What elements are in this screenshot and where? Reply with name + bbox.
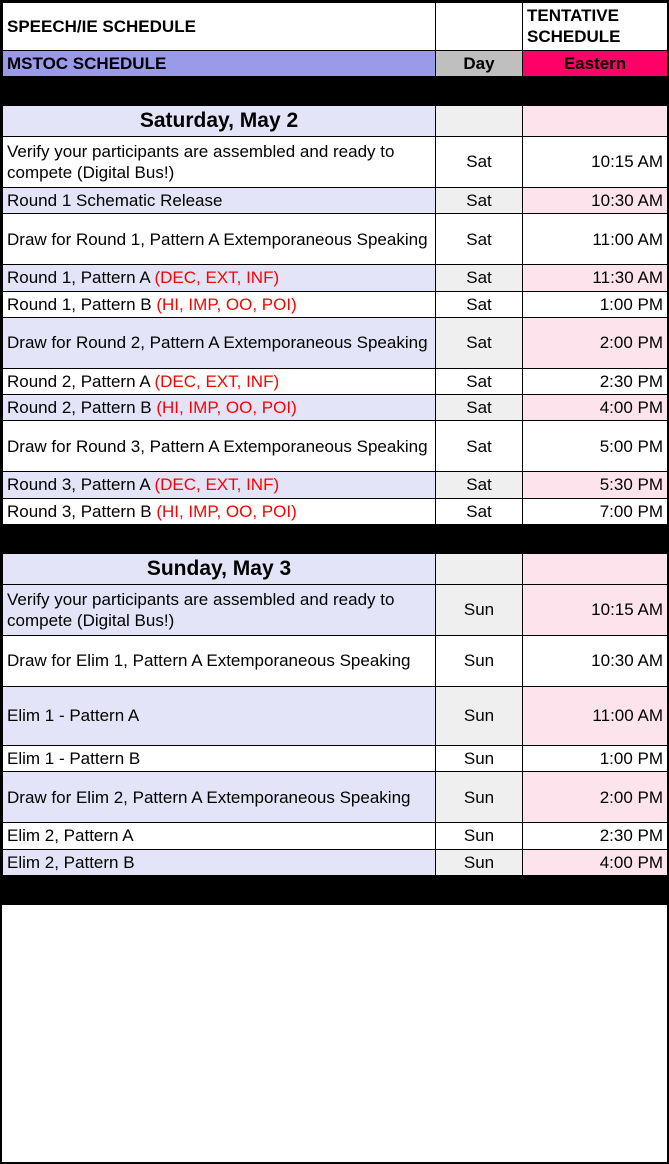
event-description-cell	[3, 368, 436, 394]
event-description-cell	[3, 823, 436, 849]
event-day-cell: Sat	[436, 317, 523, 368]
table-row	[3, 498, 668, 524]
event-time-cell: 11:00 AM	[523, 214, 668, 265]
table-row	[3, 317, 668, 368]
event-time-cell: 10:30 AM	[523, 636, 668, 687]
event-description-text: Round 3, Pattern B	[7, 501, 157, 521]
separator-cell	[436, 76, 523, 105]
event-description-text: Elim 2, Pattern A	[7, 826, 134, 846]
event-time-cell: 5:00 PM	[523, 421, 668, 472]
title-row	[3, 3, 668, 51]
event-description-cell	[3, 421, 436, 472]
column-header-schedule: MSTOC SCHEDULE	[3, 50, 436, 76]
separator-row	[3, 875, 668, 904]
day-banner-row	[3, 105, 668, 136]
event-time-cell: 5:30 PM	[523, 472, 668, 498]
event-description-text: Round 1, Pattern B	[7, 294, 157, 314]
event-time-cell: 2:30 PM	[523, 368, 668, 394]
tentative-line-2: SCHEDULE	[527, 27, 621, 47]
day-banner-label: Sunday, May 3	[3, 553, 436, 584]
event-description-cell	[3, 265, 436, 291]
event-day-cell: Sat	[436, 214, 523, 265]
event-time-cell: 10:15 AM	[523, 137, 668, 188]
event-day-cell: Sun	[436, 636, 523, 687]
table-row	[3, 772, 668, 823]
day-banner-time-blank	[523, 105, 668, 136]
event-description-cell	[3, 585, 436, 636]
event-description-text: Elim 1 - Pattern A	[7, 706, 140, 726]
separator-cell	[3, 76, 436, 105]
separator-cell	[436, 524, 523, 553]
event-time-cell: 11:30 AM	[523, 265, 668, 291]
separator-row	[3, 524, 668, 553]
event-description-cell	[3, 772, 436, 823]
event-description-cell	[3, 137, 436, 188]
separator-cell	[523, 76, 668, 105]
event-time-cell: 7:00 PM	[523, 498, 668, 524]
event-description-cell	[3, 317, 436, 368]
table-row	[3, 265, 668, 291]
event-day-cell: Sat	[436, 395, 523, 421]
event-description-text: Verify your participants are assembled and ready to compete (Digital Bus!)	[7, 141, 395, 182]
separator-row	[3, 76, 668, 105]
event-time-cell: 2:30 PM	[523, 823, 668, 849]
event-description-text: Round 1, Pattern A	[7, 268, 155, 288]
table-row	[3, 395, 668, 421]
separator-cell	[3, 524, 436, 553]
day-banner-row	[3, 553, 668, 584]
event-description-cell	[3, 188, 436, 214]
event-day-cell: Sat	[436, 265, 523, 291]
tentative-line-1: TENTATIVE	[527, 6, 619, 25]
table-row	[3, 137, 668, 188]
event-pattern-tag: (HI, IMP, OO, POI)	[156, 398, 297, 417]
event-time-cell: 2:00 PM	[523, 772, 668, 823]
event-day-cell: Sun	[436, 849, 523, 875]
event-description-text: Draw for Elim 1, Pattern A Extemporaneous Speaking	[7, 651, 411, 671]
day-banner-label: Saturday, May 2	[3, 105, 436, 136]
event-pattern-tag: (HI, IMP, OO, POI)	[156, 294, 297, 314]
day-banner-day-blank	[436, 105, 523, 136]
event-description-text: Round 3, Pattern A	[7, 475, 155, 495]
separator-cell	[3, 875, 436, 904]
event-description-cell	[3, 687, 436, 746]
day-banner-day-blank	[436, 553, 523, 584]
tentative-schedule-label	[523, 3, 668, 51]
event-day-cell: Sun	[436, 772, 523, 823]
schedule-body	[3, 3, 668, 905]
event-time-cell: 2:00 PM	[523, 317, 668, 368]
event-description-cell	[3, 472, 436, 498]
separator-cell	[523, 524, 668, 553]
event-description-text: Elim 1 - Pattern B	[7, 749, 141, 768]
table-row	[3, 585, 668, 636]
event-time-cell: 11:00 AM	[523, 687, 668, 746]
event-description-text: Round 2, Pattern B	[7, 398, 157, 417]
event-pattern-tag: (HI, IMP, OO, POI)	[156, 501, 297, 521]
event-day-cell: Sun	[436, 585, 523, 636]
event-description-cell	[3, 214, 436, 265]
event-day-cell: Sat	[436, 368, 523, 394]
event-description-cell	[3, 849, 436, 875]
table-row	[3, 849, 668, 875]
event-description-text: Draw for Elim 2, Pattern A Extemporaneous Speaking	[7, 787, 411, 807]
table-row	[3, 472, 668, 498]
event-description-cell	[3, 636, 436, 687]
event-description-text: Round 1 Schematic Release	[7, 191, 223, 210]
separator-cell	[523, 875, 668, 904]
event-day-cell: Sat	[436, 498, 523, 524]
schedule-table	[2, 2, 668, 905]
event-description-cell	[3, 498, 436, 524]
table-row	[3, 687, 668, 746]
event-day-cell: Sat	[436, 291, 523, 317]
column-header-day: Day	[436, 50, 523, 76]
event-pattern-tag: (DEC, EXT, INF)	[154, 475, 280, 495]
table-row	[3, 823, 668, 849]
column-header-eastern: Eastern	[523, 50, 668, 76]
event-day-cell: Sun	[436, 687, 523, 746]
event-description-cell	[3, 291, 436, 317]
separator-cell	[436, 875, 523, 904]
event-description-text: Draw for Round 3, Pattern A Extemporaneous Speaking	[7, 436, 428, 456]
table-row	[3, 214, 668, 265]
table-row	[3, 188, 668, 214]
event-day-cell: Sun	[436, 746, 523, 772]
event-day-cell: Sat	[436, 472, 523, 498]
page-title: SPEECH/IE SCHEDULE	[3, 3, 436, 51]
event-description-text: Elim 2, Pattern B	[7, 852, 135, 872]
day-banner-time-blank	[523, 553, 668, 584]
event-pattern-tag: (DEC, EXT, INF)	[154, 371, 280, 391]
table-row	[3, 636, 668, 687]
event-day-cell: Sun	[436, 823, 523, 849]
table-row	[3, 368, 668, 394]
event-description-text: Draw for Round 2, Pattern A Extemporaneous Speaking	[7, 333, 428, 353]
event-time-cell: 4:00 PM	[523, 395, 668, 421]
column-header-row	[3, 50, 668, 76]
event-description-cell	[3, 746, 436, 772]
event-description-text: Verify your participants are assembled and ready to compete (Digital Bus!)	[7, 589, 395, 630]
event-day-cell: Sat	[436, 421, 523, 472]
event-day-cell: Sat	[436, 188, 523, 214]
table-row	[3, 291, 668, 317]
table-row	[3, 421, 668, 472]
event-day-cell: Sat	[436, 137, 523, 188]
event-description-text: Round 2, Pattern A	[7, 371, 155, 391]
event-time-cell: 10:15 AM	[523, 585, 668, 636]
event-pattern-tag: (DEC, EXT, INF)	[154, 268, 280, 288]
title-spacer	[436, 3, 523, 51]
table-row	[3, 746, 668, 772]
event-description-text: Draw for Round 1, Pattern A Extemporaneous Speaking	[7, 229, 428, 249]
event-description-cell	[3, 395, 436, 421]
event-time-cell: 10:30 AM	[523, 188, 668, 214]
event-time-cell: 1:00 PM	[523, 291, 668, 317]
event-time-cell: 1:00 PM	[523, 746, 668, 772]
event-time-cell: 4:00 PM	[523, 849, 668, 875]
